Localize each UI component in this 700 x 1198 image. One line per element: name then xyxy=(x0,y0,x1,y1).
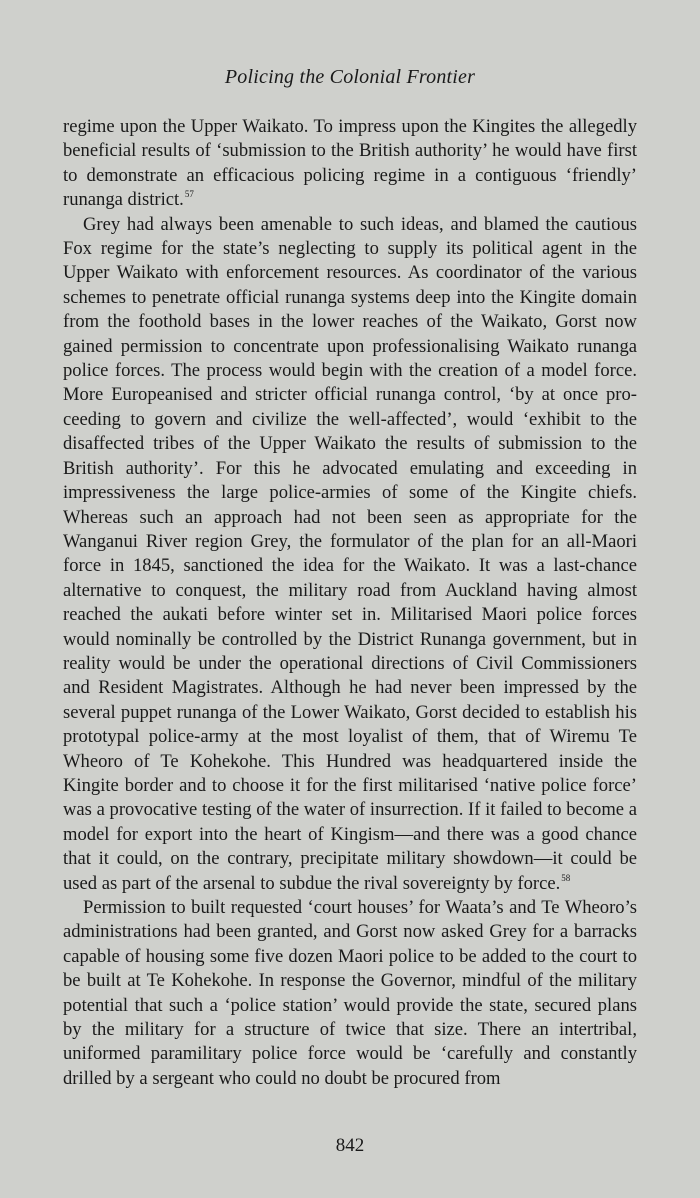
footnote-ref-57[interactable]: 57 xyxy=(184,189,194,200)
paragraph-text: regime upon the Upper Waikato. To impress upon the Kingites the allegedly beneficial results of ‘submission to the British authority’ he would have first to demonstrate an efficacious policing regime in a contiguous ‘friendly’ runanga district. xyxy=(63,116,637,211)
footnote-ref-58[interactable]: 58 xyxy=(561,872,571,883)
paragraph-2 xyxy=(63,213,637,896)
running-head: Policing the Colonial Frontier xyxy=(224,66,476,88)
body-text xyxy=(63,115,637,1091)
page-number: 842 xyxy=(335,1135,365,1156)
paragraph-text: Grey had always been amenable to such ideas, and blamed the cautious Fox regime for the state’s neglecting to supply its political agent in the Upper Waikato with enforcement resources. As coordinator of the various schemes to penetrate official runanga systems deep into the Kingite domain from the foothold bases in the lower reaches of the Waikato, Gorst now gained permission to concentrate upon professionalising Waikato runanga police forces. The process would begin with the creation of a model force. More Europeanised and stricter official runanga control, ‘by at once proceeding to govern and civilize the well-affected’, would ‘exhibit to the disaffected tribes of the Upper Waikato the results of submission to the British authority’. For this he advocated emulating and exceeding in impressiveness the large police-armies of some of the Kingite chiefs. Whereas such an approach had not been seen as appropriate for the Wanganui River region Grey, the formulator of the plan for an all-Maori force in 1845, sanctioned the idea for the Waikato. It was a last-chance alternative to conquest, the military road from Auckland having almost reached the aukati before winter set in. Militarised Maori police forces would nominally be controlled by the District Runanga government, but in reality would be under the operational directions of Civil Commissioners and Resident Magistrates. Although he had never been impressed by the several puppet runanga of the Lower Waikato, Gorst decided to establish his prototypal police-army at the most loyalist of them, that of Wiremu Te Wheoro of Te Kohekohe. This Hundred was headquartered inside the Kingite border and to choose it for the first militarised ‘native police force’ was a provocative testing of the water of insurrection. If it failed to become a model for export into the heart of Kingism—and there was a good chance that it could, on the contrary, precipitate military showdown—it could be used as part of the arsenal to subdue the rival sovereignty by force. xyxy=(63,213,637,894)
paragraph-text: Permission to built requested ‘court houses’ for Waata’s and Te Wheoro’s administrations had been granted, and Gorst now asked Grey for a barracks capable of housing some five dozen Maori police to be added to the court to be built at Te Kohekohe. In response the Governor, mindful of the military potential that such a ‘police station’ would provide the state, secured plans by the military for a structure of twice that size. There an intertribal, uniformed paramilitary police force would be ‘carefully and constantly drilled by a sergeant who could no doubt be procured from xyxy=(63,897,637,1089)
paragraph-3 xyxy=(63,896,637,1091)
paragraph-1 xyxy=(63,115,637,213)
